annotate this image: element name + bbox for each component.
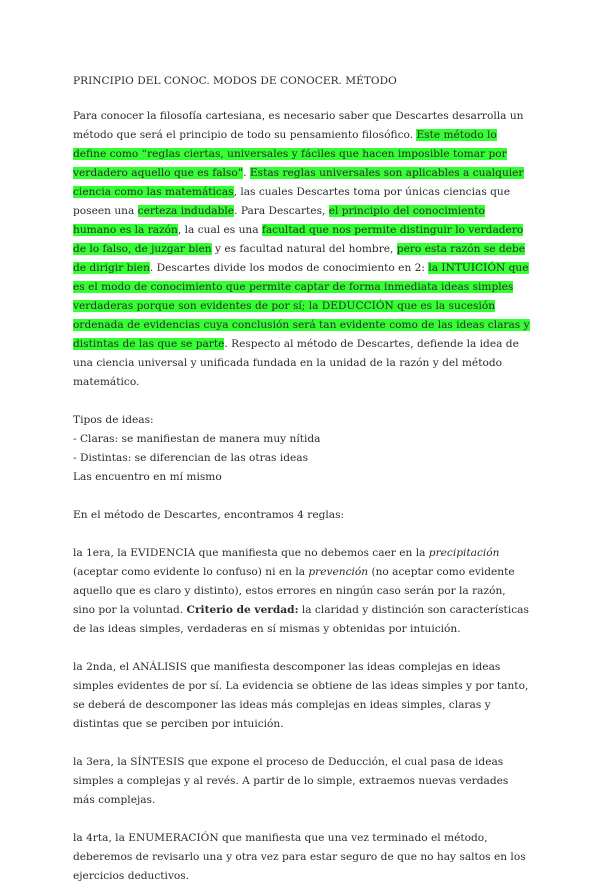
highlighted-text: pero esta razón se debe de dirigir bien xyxy=(73,243,525,274)
intro-text: . Descartes divide los modos de conocimiento en 2: xyxy=(149,262,429,274)
document-title: PRINCIPIO DEL CONOC. MODOS DE CONOCER. MÉTODO xyxy=(73,75,397,87)
highlighted-text: Estas reglas universales son aplicables a cualquier ciencia como las matemáticas xyxy=(73,167,524,198)
intro-text: . Respecto al método de Descartes, defiende la idea de una ciencia universal y unificada fundada en la unidad de la razón y del método matemático. xyxy=(73,338,519,388)
italic-term: prevención xyxy=(308,566,369,578)
intro-text: . Para Descartes, xyxy=(234,205,329,217)
rule-text: la 1era, la EVIDENCIA que manifiesta que no debemos caer en la xyxy=(73,547,429,559)
ideas-types-heading: Tipos de ideas: xyxy=(73,414,154,426)
rule-4-enumeracion: la 4rta, la ENUMERACIÓN que manifiesta que una vez terminado el método, deberemos de revisarlo una y otra vez para estar seguro de que no hay saltos en los ejercicios deductivos. xyxy=(73,832,526,882)
rule-3-sintesis: la 3era, la SÍNTESIS que expone el proceso de Deducción, el cual pasa de ideas simples a complejas y al revés. A partir de lo simple, extraemos nuevas verdades más complejas. xyxy=(73,756,509,806)
highlighted-text: certeza indudable xyxy=(137,205,235,217)
ideas-type-distintas: - Distintas: se diferencian de las otras ideas xyxy=(73,452,309,464)
highlighted-text: Este método lo define como “reglas ciertas, universales y fáciles que hacen imposible tomar por verdadero aquello que es falso” xyxy=(73,129,507,179)
intro-text: , las cuales Descartes toma por únicas ciencias que poseen una xyxy=(73,186,510,217)
rule-text: (aceptar como evidente lo confuso) ni en la xyxy=(73,566,309,578)
intro-text: y es facultad natural del hombre, xyxy=(211,243,397,255)
intro-text: , la cual es una xyxy=(177,224,262,236)
rule-text: la claridad y distinción son características de las ideas simples, verdaderas en sí mismas y obtenidas por intuición. xyxy=(73,604,529,635)
italic-term: precipitación xyxy=(428,547,500,559)
document-body xyxy=(73,72,531,886)
intro-text: Para conocer la filosofía cartesiana, es necesario saber que Descartes desarrolla un método que será el principio de todo su pensamiento filosófico. xyxy=(73,110,524,141)
rules-intro: En el método de Descartes, encontramos 4 reglas: xyxy=(73,509,345,521)
ideas-type-claras: - Claras: se manifiestan de manera muy nítida xyxy=(73,433,321,445)
ideas-types-block xyxy=(73,411,531,487)
highlighted-text: la INTUICIÓN que es el modo de conocimiento que permite captar de forma inmediata ideas simples verdaderas porque son evidentes de por sí; la DEDUCCIÓN que es la sucesión ordenada de evidencias cuya conclusión será tan evidente como de las ideas claras y distintas de las que se parte xyxy=(73,262,530,350)
bold-term: Criterio de verdad: xyxy=(186,604,299,616)
rule-2-analisis: la 2nda, el ANÁLISIS que manifiesta descomponer las ideas complejas en ideas simples evidentes de por sí. La evidencia se obtiene de las ideas simples y por tanto, se deberá de descomponer las ideas más complejas en ideas simples, claras y distintas que se perciben por intuición. xyxy=(73,661,529,730)
intro-paragraph xyxy=(73,107,531,392)
highlighted-text: el principio del conocimiento humano es la razón xyxy=(73,205,485,236)
highlighted-text: facultad que nos permite distinguir lo verdadero de lo falso, de juzgar bien xyxy=(73,224,524,255)
ideas-type-note: Las encuentro en mí mismo xyxy=(73,471,222,483)
intro-text: . xyxy=(243,167,250,179)
rule-text: (no aceptar como evidente aquello que es claro y distinto), estos errores en ningún caso serán por la razón, sino por la voluntad. xyxy=(73,566,515,616)
rule-1-evidencia xyxy=(73,544,531,639)
